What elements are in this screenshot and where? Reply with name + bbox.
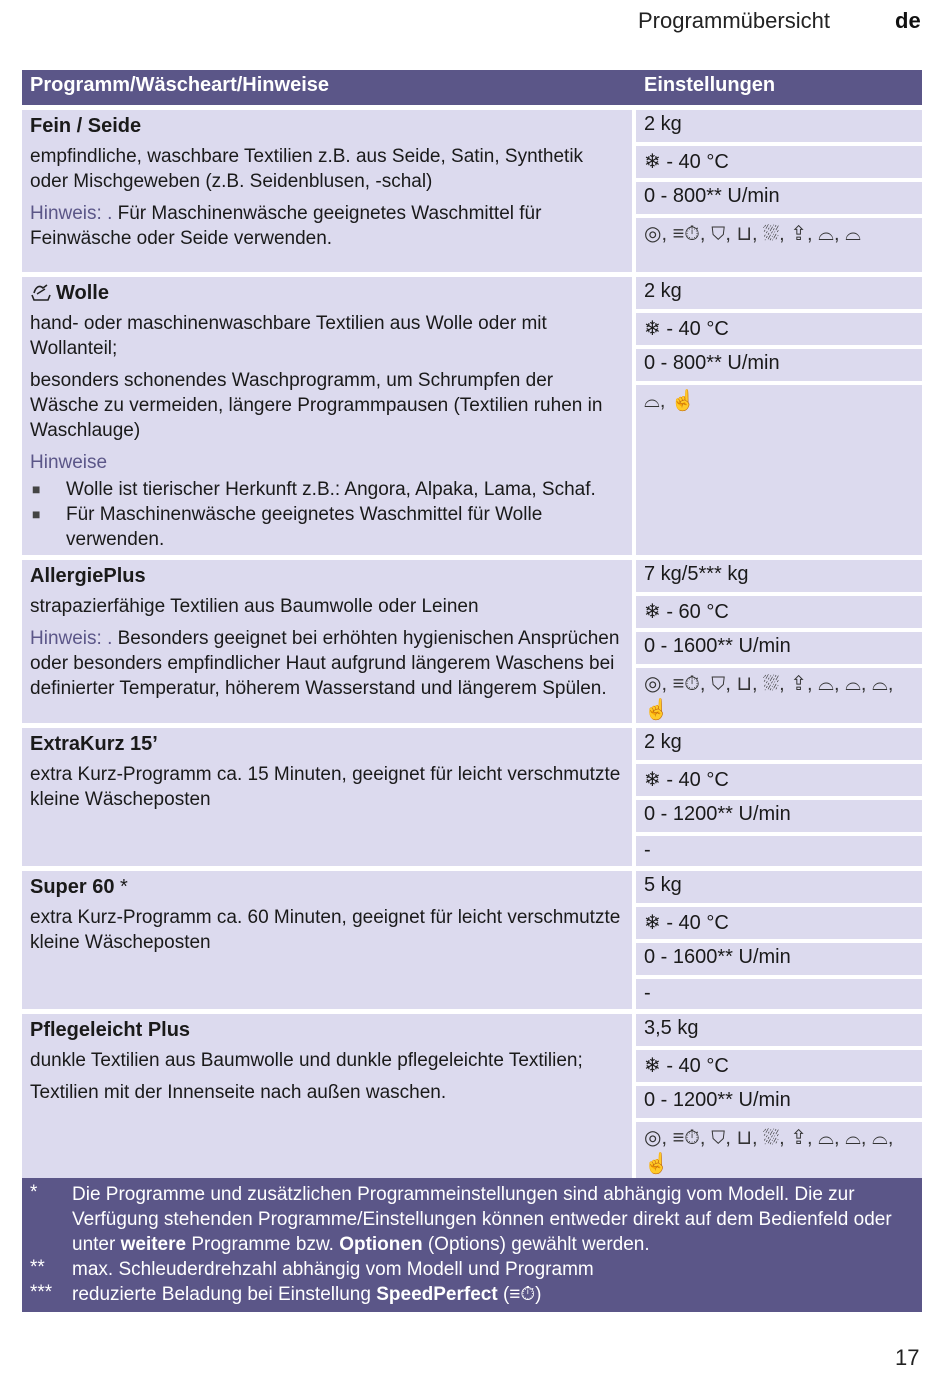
setting-temperature: ❄ - 40 °C [636,146,922,182]
program-pflegeleicht-plus [22,1009,922,1178]
setting-spin: 0 - 1600** U/min [636,943,922,979]
col-header-settings: Einstellungen [644,74,776,96]
setting-options-icons: ◎, ≡⏱, ⛉, ⊔, ⛆, ⇪, ⌓, ⌓, ⌓, ☝ [636,668,922,723]
setting-spin: 0 - 800** U/min [636,349,922,385]
setting-temperature: ❄ - 60 °C [636,596,922,632]
setting-temperature: ❄ - 40 °C [636,1050,922,1086]
program-description-2: Textilien mit der Innenseite nach außen waschen. [30,1082,447,1103]
program-description: strapazierfähige Textilien aus Baumwolle oder Leinen [30,596,479,617]
hint-bullet: ■ Wolle ist tierischer Herkunft z.B.: Angora, Alpaka, Lama, Schaf. [30,477,624,502]
program-description-2: besonders schonendes Waschprogramm, um Schrumpfen der Wäsche zu vermeiden, längere Programmpausen (Textilien ruhen in Waschlauge) [30,370,603,441]
program-super-60 [22,866,922,1009]
wool-hand-wash-icon [30,283,52,301]
program-hint-label: Hinweise [30,452,108,473]
program-description: empfindliche, waschbare Textilien z.B. aus Seide, Satin, Synthetik oder Mischgeweben (z.B. Seidenblusen, -schal) [30,146,584,192]
program-fein-seide [22,105,922,272]
table-header [22,70,922,105]
setting-load: 2 kg [636,277,922,313]
setting-load: 3,5 kg [636,1014,922,1050]
setting-options: - [636,836,922,866]
setting-spin: 0 - 1600** U/min [636,632,922,668]
program-title: Pflegeleicht Plus [30,1019,191,1041]
setting-spin: 0 - 1200** U/min [636,800,922,836]
program-allergieplus [22,555,922,723]
setting-load: 2 kg [636,110,922,146]
setting-options-icons: ⌓, ☝ [636,385,922,555]
program-title: Wolle [30,279,624,307]
program-description: extra Kurz-Programm ca. 15 Minuten, geeignet für leicht verschmutzte kleine Wäscheposten [30,764,621,810]
setting-load: 7 kg/5*** kg [636,560,922,596]
setting-options-icons: ◎, ≡⏱, ⛉, ⊔, ⛆, ⇪, ⌓, ⌓, ⌓, ☝ [636,1122,922,1178]
program-description: dunkle Textilien aus Baumwolle und dunkle pflegeleichte Textilien; [30,1050,583,1071]
language-code: de [895,8,921,33]
program-table [22,70,922,1178]
program-title: AllergiePlus [30,565,146,587]
setting-temperature: ❄ - 40 °C [636,764,922,800]
setting-spin: 0 - 800** U/min [636,182,922,218]
setting-options: - [636,979,922,1009]
setting-temperature: ❄ - 40 °C [636,907,922,943]
section-title: Programmübersicht [638,8,830,33]
program-description: extra Kurz-Programm ca. 60 Minuten, geeignet für leicht verschmutzte kleine Wäscheposten [30,907,621,953]
program-title: ExtraKurz 15’ [30,733,158,755]
program-wolle [22,272,922,555]
setting-load: 5 kg [636,871,922,907]
program-title: Super 60 * [30,876,128,898]
hint-bullet: ■ Für Maschinenwäsche geeignetes Waschmittel für Wolle verwenden. [30,502,624,552]
footnotes: * Die Programme und zusätzlichen Programmeinstellungen sind abhängig vom Modell. Die zur Verfügung stehenden Programme/Einstellungen können entweder direkt auf dem Bedienfeld oder unter weitere Programme bzw. Optionen (Options) gewählt werden. ** max. Schleuderdrehzahl abhängig vom Modell und Programm *** reduzierte Beladung bei Einstellung SpeedPerfect (≡⏱) [22,1178,922,1312]
program-hint: Hinweis: . Für Maschinenwäsche geeignetes Waschmittel für Feinwäsche oder Seide verwenden. [30,203,542,249]
program-extrakurz-15 [22,723,922,866]
program-hint: Hinweis: . Besonders geeignet bei erhöhten hygienischen Ansprüchen oder besonders empfindlicher Haut aufgrund längerem Waschens bei definierter Temperatur, höherem Wasserstand und längerem Spülen. [30,628,620,699]
setting-temperature: ❄ - 40 °C [636,313,922,349]
program-title: Fein / Seide [30,115,142,137]
page-number: 17 [895,1345,920,1370]
col-header-program: Programm/Wäscheart/Hinweise [30,74,329,96]
setting-spin: 0 - 1200** U/min [636,1086,922,1122]
setting-options-icons: ◎, ≡⏱, ⛉, ⊔, ⛆, ⇪, ⌓, ⌓ [636,218,922,272]
program-description: hand- oder maschinenwaschbare Textilien aus Wolle oder mit Wollanteil; [30,313,547,359]
setting-load: 2 kg [636,728,922,764]
